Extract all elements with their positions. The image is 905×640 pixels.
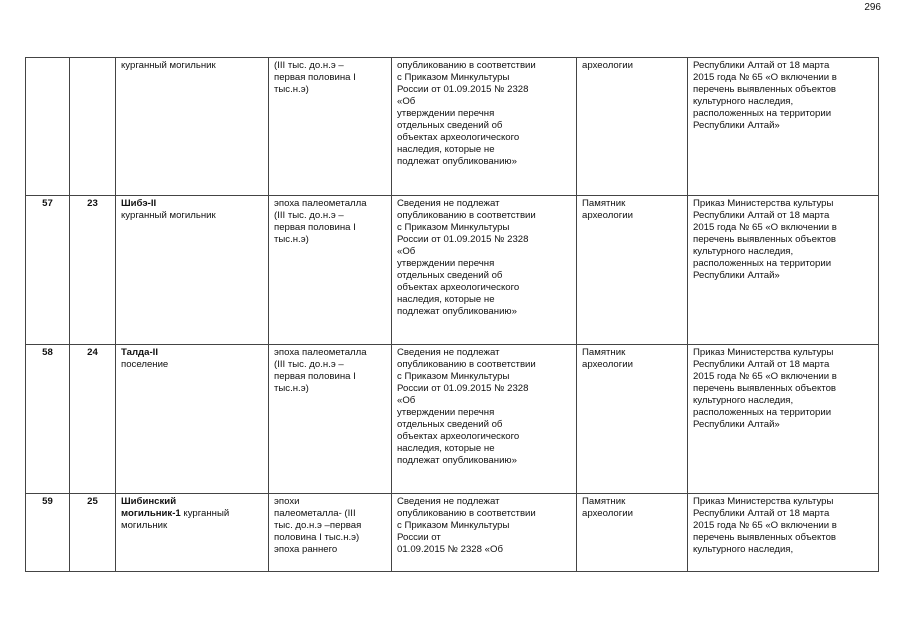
location-info-line: наследия, которые не (397, 443, 495, 454)
location-info-line: отдельных сведений об (397, 270, 503, 281)
category-line: археологии (582, 508, 633, 519)
object-name-cell (116, 494, 269, 572)
category-line: археологии (582, 210, 633, 221)
category-cell (577, 345, 688, 494)
document-line: культурного наследия, (693, 395, 794, 406)
document-line: Республики Алтай» (693, 419, 780, 430)
object-name: Шибэ-II (121, 198, 157, 209)
dating-cell (269, 345, 392, 494)
document-cell (688, 494, 879, 572)
document-line: Республики Алтай от 18 марта (693, 508, 830, 519)
row-subnumber-cell (70, 196, 116, 345)
location-info-line: с Приказом Минкультуры (397, 520, 510, 531)
row-number: 57 (42, 198, 53, 209)
object-name-line (121, 508, 263, 520)
document-line: культурного наследия, (693, 96, 794, 107)
document-line: Республики Алтай от 18 марта (693, 60, 830, 71)
document-cell (688, 58, 879, 196)
location-info-line: отдельных сведений об (397, 419, 503, 430)
object-name-cell (116, 196, 269, 345)
location-info-line: «Об (397, 395, 416, 406)
location-info-line: утверждении перечня (397, 258, 495, 269)
object-name-part: могильник-1 (121, 508, 181, 519)
dating-line: первая половина I (274, 72, 356, 83)
location-info-line: Сведения не подлежат (397, 198, 500, 209)
dating-line: первая половина I (274, 222, 356, 233)
row-subnumber: 24 (87, 347, 98, 358)
dating-line: (III тыс. до.н.э – (274, 60, 344, 71)
document-line: 2015 года № 65 «О включении в (693, 371, 837, 382)
object-type: курганный могильник (121, 210, 216, 221)
location-info-line: подлежат опубликованию» (397, 306, 517, 317)
category-line: Памятник (582, 198, 626, 209)
location-info-line: с Приказом Минкультуры (397, 222, 510, 233)
document-line: перечень выявленных объектов (693, 383, 836, 394)
table-row (26, 58, 879, 196)
object-type: поселение (121, 359, 169, 370)
dating-line: тыс.н.э) (274, 234, 309, 245)
location-info-cell (392, 58, 577, 196)
category-line: Памятник (582, 347, 626, 358)
document-line: Республики Алтай от 18 марта (693, 210, 830, 221)
document-line: культурного наследия, (693, 544, 794, 555)
dating-line: половина I тыс.н.э) (274, 532, 360, 543)
dating-line: тыс.н.э) (274, 383, 309, 394)
dating-line: первая половина I (274, 371, 356, 382)
category-cell (577, 494, 688, 572)
location-info-line: опубликованию в соответствии (397, 508, 536, 519)
dating-line: палеометалла- (III (274, 508, 356, 519)
dating-line: (III тыс. до.н.э – (274, 359, 344, 370)
document-line: Приказ Министерства культуры (693, 347, 834, 358)
location-info-line: утверждении перечня (397, 407, 495, 418)
document-line: Республики Алтай» (693, 120, 780, 131)
object-name-cell (116, 345, 269, 494)
document-line: Республики Алтай» (693, 270, 780, 281)
location-info-cell (392, 345, 577, 494)
row-number-cell (26, 196, 70, 345)
document-cell (688, 196, 879, 345)
row-number: 58 (42, 347, 53, 358)
row-number-cell (26, 58, 70, 196)
document-line: 2015 года № 65 «О включении в (693, 72, 837, 83)
row-number: 59 (42, 496, 53, 507)
table-row (26, 494, 879, 572)
document-line: расположенных на территории (693, 258, 832, 269)
dating-line: тыс.н.э) (274, 84, 309, 95)
row-subnumber-cell (70, 345, 116, 494)
dating-line: (III тыс. до.н.э – (274, 210, 344, 221)
row-number-cell (26, 345, 70, 494)
row-subnumber-cell (70, 58, 116, 196)
document-line: Республики Алтай от 18 марта (693, 359, 830, 370)
table-row (26, 196, 879, 345)
dating-line: эпоха палеометалла (274, 347, 367, 358)
dating-cell (269, 494, 392, 572)
dating-line: тыс. до.н.э –первая (274, 520, 362, 531)
document-cell (688, 345, 879, 494)
category-cell (577, 196, 688, 345)
object-type: курганный могильник (121, 60, 216, 71)
location-info-line: России от 01.09.2015 № 2328 (397, 383, 529, 394)
row-subnumber: 25 (87, 496, 98, 507)
table-row (26, 345, 879, 494)
page-number: 296 (864, 2, 881, 13)
location-info-line: «Об (397, 96, 416, 107)
location-info-line: объектах археологического (397, 431, 520, 442)
location-info-line: подлежат опубликованию» (397, 455, 517, 466)
dating-cell (269, 58, 392, 196)
location-info-line: подлежат опубликованию» (397, 156, 517, 167)
location-info-line: Сведения не подлежат (397, 347, 500, 358)
location-info-line: объектах археологического (397, 282, 520, 293)
object-name: Талда-II (121, 347, 159, 358)
location-info-line: России от (397, 532, 441, 543)
category-cell (577, 58, 688, 196)
location-info-cell (392, 494, 577, 572)
location-info-line: с Приказом Минкультуры (397, 72, 510, 83)
location-info-line: отдельных сведений об (397, 120, 503, 131)
row-subnumber-cell (70, 494, 116, 572)
document-line: расположенных на территории (693, 407, 832, 418)
document-line: Приказ Министерства культуры (693, 496, 834, 507)
category-line: археологии (582, 60, 633, 71)
row-subnumber: 23 (87, 198, 98, 209)
document-line: 2015 года № 65 «О включении в (693, 222, 837, 233)
location-info-line: с Приказом Минкультуры (397, 371, 510, 382)
document-line: расположенных на территории (693, 108, 832, 119)
location-info-line: России от 01.09.2015 № 2328 (397, 84, 529, 95)
location-info-line: опубликованию в соответствии (397, 210, 536, 221)
heritage-objects-table (25, 57, 879, 572)
object-name: Шибинский (121, 496, 177, 507)
document-line: Приказ Министерства культуры (693, 198, 834, 209)
location-info-cell (392, 196, 577, 345)
category-line: археологии (582, 359, 633, 370)
document-line: перечень выявленных объектов (693, 532, 836, 543)
location-info-line: наследия, которые не (397, 144, 495, 155)
row-number-cell (26, 494, 70, 572)
location-info-line: опубликованию в соответствии (397, 359, 536, 370)
dating-line: эпохи (274, 496, 300, 507)
document-line: перечень выявленных объектов (693, 84, 836, 95)
object-type-part: курганный (180, 508, 230, 519)
location-info-line: «Об (397, 246, 416, 257)
document-line: культурного наследия, (693, 246, 794, 257)
dating-cell (269, 196, 392, 345)
location-info-line: Сведения не подлежат (397, 496, 500, 507)
object-type: могильник (121, 520, 168, 531)
dating-line: эпоха палеометалла (274, 198, 367, 209)
location-info-line: объектах археологического (397, 132, 520, 143)
dating-line: эпоха раннего (274, 544, 338, 555)
location-info-line: утверждении перечня (397, 108, 495, 119)
category-line: Памятник (582, 496, 626, 507)
object-name-cell (116, 58, 269, 196)
document-line: 2015 года № 65 «О включении в (693, 520, 837, 531)
location-info-line: опубликованию в соответствии (397, 60, 536, 71)
location-info-line: 01.09.2015 № 2328 «Об (397, 544, 503, 555)
location-info-line: наследия, которые не (397, 294, 495, 305)
document-line: перечень выявленных объектов (693, 234, 836, 245)
location-info-line: России от 01.09.2015 № 2328 (397, 234, 529, 245)
